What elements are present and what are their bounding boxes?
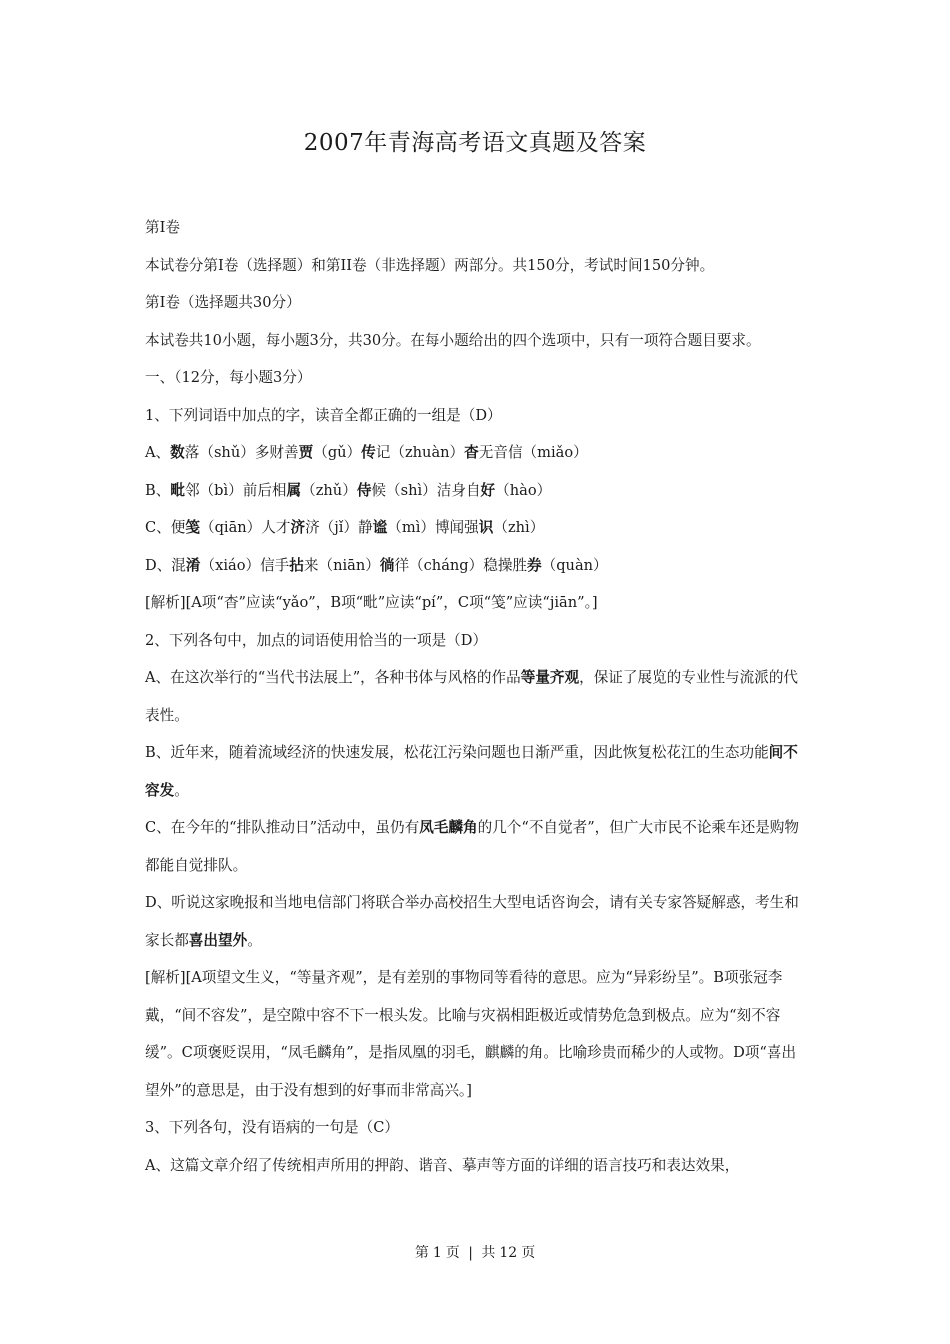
page-footer xyxy=(0,1242,950,1262)
question-1-stem: 1、下列词语中加点的字，读音全都正确的一组是（D） xyxy=(145,406,502,424)
document-title: 2007年青海高考语文真题及答案 xyxy=(303,130,647,156)
question-2-option-b: B、近年来，随着流域经济的快速发展，松花江污染问题也日渐严重，因此恢复松花江的生态功能间不容发。 xyxy=(145,744,798,799)
question-1-option-d: D、混淆（xiáo）信手拈来（niān）徜徉（cháng）稳操胜券（quàn） xyxy=(145,556,608,574)
footer-separator: | xyxy=(468,1245,473,1261)
part-heading: 一、（12分，每小题3分） xyxy=(145,369,312,386)
page-number: 1 xyxy=(432,1245,442,1261)
document-body xyxy=(145,209,810,1184)
total-prefix: 共 xyxy=(481,1245,496,1261)
exam-instruction: 本试卷共10小题，每小题3分，共30分。在每小题给出的四个选项中，只有一项符合题目要求。 xyxy=(145,331,761,349)
question-2-stem: 2、下列各句中，加点的词语使用恰当的一项是（D） xyxy=(145,631,488,649)
question-1-option-b: B、毗邻（bì）前后相属（zhǔ）侍候（shì）洁身自好（hào） xyxy=(145,481,552,499)
question-2-option-c: C、在今年的“排队推动日”活动中，虽仍有凤毛麟角的几个“不自觉者”，但广大市民不论乘车还是购物都能自觉排队。 xyxy=(145,819,799,874)
total-pages: 12 xyxy=(499,1245,518,1261)
question-3-option-a: A、这篇文章介绍了传统相声所用的押韵、谐音、摹声等方面的详细的语言技巧和表达效果， xyxy=(145,1156,740,1174)
section-subheading: 第I卷（选择题共30分） xyxy=(145,294,301,311)
page-suffix: 页 xyxy=(445,1245,460,1261)
question-1-analysis: [解析][A项“杳”应读“yǎo”，B项“毗”应读“pí”，C项“笺”应读“jiān”。] xyxy=(145,594,598,611)
page-prefix: 第 xyxy=(414,1245,429,1261)
question-2-option-a: A、在这次举行的“当代书法展上”，各种书体与风格的作品等量齐观，保证了展览的专业性与流派的代表性。 xyxy=(145,669,799,724)
question-2-option-d: D、听说这家晚报和当地电信部门将联合举办高校招生大型电话咨询会，请有关专家答疑解惑，考生和家长都喜出望外。 xyxy=(145,894,799,949)
question-1-option-a: A、数落（shǔ）多财善贾（gǔ）传记（zhuàn）杳无音信（miǎo） xyxy=(145,444,588,461)
question-1-option-c: C、便笺（qiān）人才济济（jǐ）静谧（mì）博闻强识（zhì） xyxy=(145,519,545,536)
question-2-analysis: [解析][A项望文生义，“等量齐观”，是有差别的事物同等看待的意思。应为“异彩纷呈”。B项张冠李戴，“间不容发”，是空隙中容不下一根头发。比喻与灾祸相距极近或情势危急到极点。应为“刻不容缓”。C项褒贬误用，“凤毛麟角”，是指凤凰的羽毛，麒麟的角。比喻珍贵而稀少的人或物。D项“喜出望外”的意思是，由于没有想到的好事而非常高兴。] xyxy=(145,969,797,1099)
question-3-stem: 3、下列各句，没有语病的一句是（C） xyxy=(145,1119,399,1136)
section-heading: 第I卷 xyxy=(145,219,180,236)
total-suffix: 页 xyxy=(521,1245,536,1261)
exam-intro: 本试卷分第I卷（选择题）和第II卷（非选择题）两部分。共150分，考试时间150分钟。 xyxy=(145,256,715,274)
